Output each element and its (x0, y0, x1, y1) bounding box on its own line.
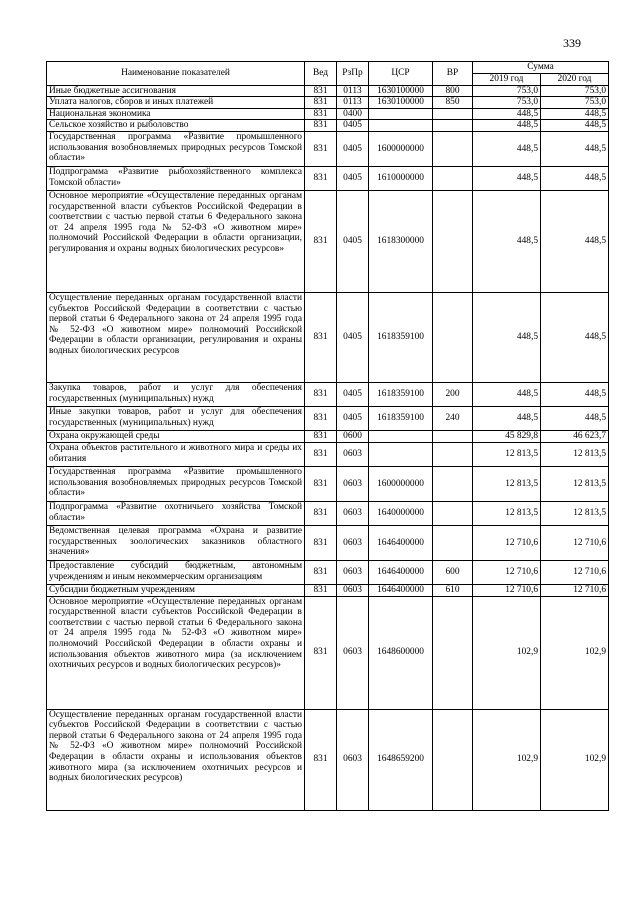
table-row (47, 85, 609, 97)
cell-name: Охрана объектов растительного и животного мира и среды их обитания (47, 442, 305, 466)
cell-2019: 45 829,8 (473, 430, 541, 442)
table-row (47, 120, 609, 132)
header-2020: 2020 год (541, 73, 609, 85)
table-row (47, 466, 609, 501)
cell-rzpr: 0603 (337, 466, 369, 501)
header-csr: ЦСР (369, 62, 433, 86)
cell-2019: 102,9 (473, 596, 541, 709)
cell-name: Субсидии бюджетным учреждениям (47, 584, 305, 596)
cell-rzpr: 0603 (337, 596, 369, 709)
cell-name: Национальная экономика (47, 108, 305, 120)
cell-csr: 1600000000 (369, 131, 433, 166)
cell-vr: 850 (433, 97, 473, 109)
cell-vr: 240 (433, 406, 473, 430)
cell-csr (369, 430, 433, 442)
header-sum: Сумма (473, 62, 609, 74)
cell-ved: 831 (305, 466, 337, 501)
cell-name: Основное мероприятие «Осуществление переданных органам государственной власти субъектов Российской Федерации в соответствии с частью первой статьи 6 Федерального закона от 24 апреля 1995 года № 52-ФЗ «О животном мире» полномочий Российской Федерации в области охраны и использования объектов животного мира (за исключением охотничьих ресурсов и водных биологических ресурсов)» (47, 596, 305, 709)
cell-2019: 12 813,5 (473, 442, 541, 466)
cell-2020: 12 710,6 (541, 525, 609, 560)
cell-rzpr: 0405 (337, 406, 369, 430)
cell-name: Подпрограмма «Развитие охотничьего хозяйства Томской области» (47, 501, 305, 525)
cell-vr (433, 108, 473, 120)
cell-ved: 831 (305, 525, 337, 560)
cell-vr: 610 (433, 584, 473, 596)
cell-2020: 448,5 (541, 131, 609, 166)
cell-name: Осуществление переданных органам государственной власти субъектов Российской Федерации в соответствии с частью первой статьи 6 Федерального закона от 24 апреля 1995 года № 52-ФЗ «О животном мире» полномочий Российской Федерации в области охраны и использования объектов животного мира (за исключением охотничьих ресурсов и водных биологических ресурсов) (47, 709, 305, 810)
cell-2020: 753,0 (541, 85, 609, 97)
table-row (47, 560, 609, 584)
cell-2019: 12 710,6 (473, 560, 541, 584)
cell-2020: 448,5 (541, 406, 609, 430)
cell-rzpr: 0603 (337, 525, 369, 560)
budget-table (46, 61, 609, 811)
cell-vr (433, 466, 473, 501)
cell-name: Иные закупки товаров, работ и услуг для обеспечения государственных (муниципальных) нужд (47, 406, 305, 430)
cell-ved: 831 (305, 584, 337, 596)
cell-name: Ведомственная целевая программа «Охрана и развитие государственных зоологических заказников областного значения» (47, 525, 305, 560)
cell-csr: 1646400000 (369, 525, 433, 560)
cell-name: Иные бюджетные ассигнования (47, 85, 305, 97)
cell-name: Осуществление переданных органам государственной власти субъектов Российской Федерации в соответствии с частью первой статьи 6 Федерального закона от 24 апреля 1995 года № 52-ФЗ «О животном мире» полномочий Российской Федерации в области организации, регулирования и охраны водных биологических ресурсов (47, 292, 305, 382)
cell-rzpr: 0405 (337, 190, 369, 292)
cell-csr: 1640000000 (369, 501, 433, 525)
cell-csr: 1630100000 (369, 85, 433, 97)
cell-2020: 448,5 (541, 108, 609, 120)
cell-rzpr: 0113 (337, 85, 369, 97)
cell-2020: 12 813,5 (541, 501, 609, 525)
cell-2020: 448,5 (541, 120, 609, 132)
cell-2020: 448,5 (541, 190, 609, 292)
cell-name: Государственная программа «Развитие промышленного использования возобновляемых природных ресурсов Томской области» (47, 131, 305, 166)
cell-vr (433, 709, 473, 810)
cell-vr (433, 120, 473, 132)
cell-csr: 1618359100 (369, 406, 433, 430)
cell-rzpr: 0405 (337, 131, 369, 166)
table-row (47, 166, 609, 190)
header-name: Наименование показателей (47, 62, 305, 86)
header-rzpr: РзПр (337, 62, 369, 86)
cell-ved: 831 (305, 108, 337, 120)
cell-2019: 448,5 (473, 166, 541, 190)
cell-ved: 831 (305, 430, 337, 442)
table-row (47, 131, 609, 166)
cell-2019: 448,5 (473, 190, 541, 292)
cell-2019: 12 813,5 (473, 501, 541, 525)
cell-2019: 753,0 (473, 97, 541, 109)
cell-rzpr: 0603 (337, 560, 369, 584)
cell-csr: 1630100000 (369, 97, 433, 109)
cell-2019: 448,5 (473, 131, 541, 166)
cell-ved: 831 (305, 97, 337, 109)
cell-2020: 12 710,6 (541, 584, 609, 596)
cell-rzpr: 0405 (337, 292, 369, 382)
cell-vr (433, 292, 473, 382)
cell-name: Государственная программа «Развитие промышленного использования возобновляемых природных ресурсов Томской области» (47, 466, 305, 501)
cell-ved: 831 (305, 406, 337, 430)
table-row (47, 584, 609, 596)
table-row (47, 108, 609, 120)
table-row (47, 97, 609, 109)
cell-csr: 1646400000 (369, 560, 433, 584)
cell-ved: 831 (305, 131, 337, 166)
cell-rzpr: 0405 (337, 120, 369, 132)
cell-rzpr: 0405 (337, 382, 369, 406)
cell-csr: 1648659200 (369, 709, 433, 810)
cell-vr (433, 596, 473, 709)
cell-vr: 600 (433, 560, 473, 584)
cell-csr: 1648600000 (369, 596, 433, 709)
cell-ved: 831 (305, 190, 337, 292)
cell-csr: 1600000000 (369, 466, 433, 501)
cell-rzpr: 0113 (337, 97, 369, 109)
cell-2020: 753,0 (541, 97, 609, 109)
cell-ved: 831 (305, 166, 337, 190)
cell-csr: 1610000000 (369, 166, 433, 190)
cell-2020: 12 710,6 (541, 560, 609, 584)
cell-vr (433, 190, 473, 292)
cell-csr: 1618359100 (369, 292, 433, 382)
cell-ved: 831 (305, 709, 337, 810)
cell-2019: 12 813,5 (473, 466, 541, 501)
cell-name: Уплата налогов, сборов и иных платежей (47, 97, 305, 109)
cell-2019: 753,0 (473, 85, 541, 97)
cell-rzpr: 0405 (337, 166, 369, 190)
cell-name: Охрана окружающей среды (47, 430, 305, 442)
cell-2020: 102,9 (541, 709, 609, 810)
cell-vr: 800 (433, 85, 473, 97)
cell-csr: 1618300000 (369, 190, 433, 292)
cell-rzpr: 0603 (337, 584, 369, 596)
table-row (47, 709, 609, 810)
cell-2019: 448,5 (473, 406, 541, 430)
cell-ved: 831 (305, 120, 337, 132)
cell-rzpr: 0603 (337, 709, 369, 810)
table-row (47, 382, 609, 406)
cell-ved: 831 (305, 382, 337, 406)
cell-rzpr: 0400 (337, 108, 369, 120)
cell-csr: 1646400000 (369, 584, 433, 596)
cell-name: Основное мероприятие «Осуществление переданных органам государственной власти субъектов Российской Федерации в соответствии с частью первой статьи 6 Федерального закона от 24 апреля 1995 года № 52-ФЗ «О животном мире» полномочий Российской Федерации в области организации, регулирования и охраны водных биологических ресурсов» (47, 190, 305, 292)
cell-2020: 46 623,7 (541, 430, 609, 442)
cell-ved: 831 (305, 292, 337, 382)
cell-csr: 1618359100 (369, 382, 433, 406)
cell-rzpr: 0603 (337, 501, 369, 525)
cell-2020: 448,5 (541, 382, 609, 406)
cell-name: Предоставление субсидий бюджетным, автономным учреждениям и иным некоммерческим организациям (47, 560, 305, 584)
cell-2019: 448,5 (473, 382, 541, 406)
cell-ved: 831 (305, 596, 337, 709)
cell-ved: 831 (305, 442, 337, 466)
cell-vr (433, 525, 473, 560)
cell-2020: 12 813,5 (541, 442, 609, 466)
cell-ved: 831 (305, 85, 337, 97)
cell-2019: 12 710,6 (473, 584, 541, 596)
cell-csr (369, 120, 433, 132)
table-row (47, 190, 609, 292)
cell-2020: 102,9 (541, 596, 609, 709)
header-vr: ВР (433, 62, 473, 86)
cell-2020: 448,5 (541, 166, 609, 190)
table-row (47, 430, 609, 442)
cell-2020: 448,5 (541, 292, 609, 382)
cell-2019: 448,5 (473, 108, 541, 120)
table-row (47, 292, 609, 382)
cell-name: Сельское хозяйство и рыболовство (47, 120, 305, 132)
cell-vr (433, 442, 473, 466)
cell-vr (433, 166, 473, 190)
cell-name: Подпрограмма «Развитие рыбохозяйственного комплекса Томской области» (47, 166, 305, 190)
header-2019: 2019 год (473, 73, 541, 85)
cell-ved: 831 (305, 560, 337, 584)
cell-2019: 448,5 (473, 292, 541, 382)
cell-vr (433, 430, 473, 442)
table-row (47, 442, 609, 466)
cell-ved: 831 (305, 501, 337, 525)
cell-vr (433, 501, 473, 525)
cell-2019: 102,9 (473, 709, 541, 810)
header-ved: Вед (305, 62, 337, 86)
cell-name: Закупка товаров, работ и услуг для обеспечения государственных (муниципальных) нужд (47, 382, 305, 406)
page-number: 339 (563, 36, 581, 50)
cell-rzpr: 0600 (337, 430, 369, 442)
cell-vr: 200 (433, 382, 473, 406)
cell-2019: 448,5 (473, 120, 541, 132)
table-row (47, 406, 609, 430)
table-row (47, 501, 609, 525)
cell-csr (369, 442, 433, 466)
cell-rzpr: 0603 (337, 442, 369, 466)
table-row (47, 596, 609, 709)
cell-2019: 12 710,6 (473, 525, 541, 560)
cell-vr (433, 131, 473, 166)
cell-csr (369, 108, 433, 120)
table-row (47, 525, 609, 560)
cell-2020: 12 813,5 (541, 466, 609, 501)
